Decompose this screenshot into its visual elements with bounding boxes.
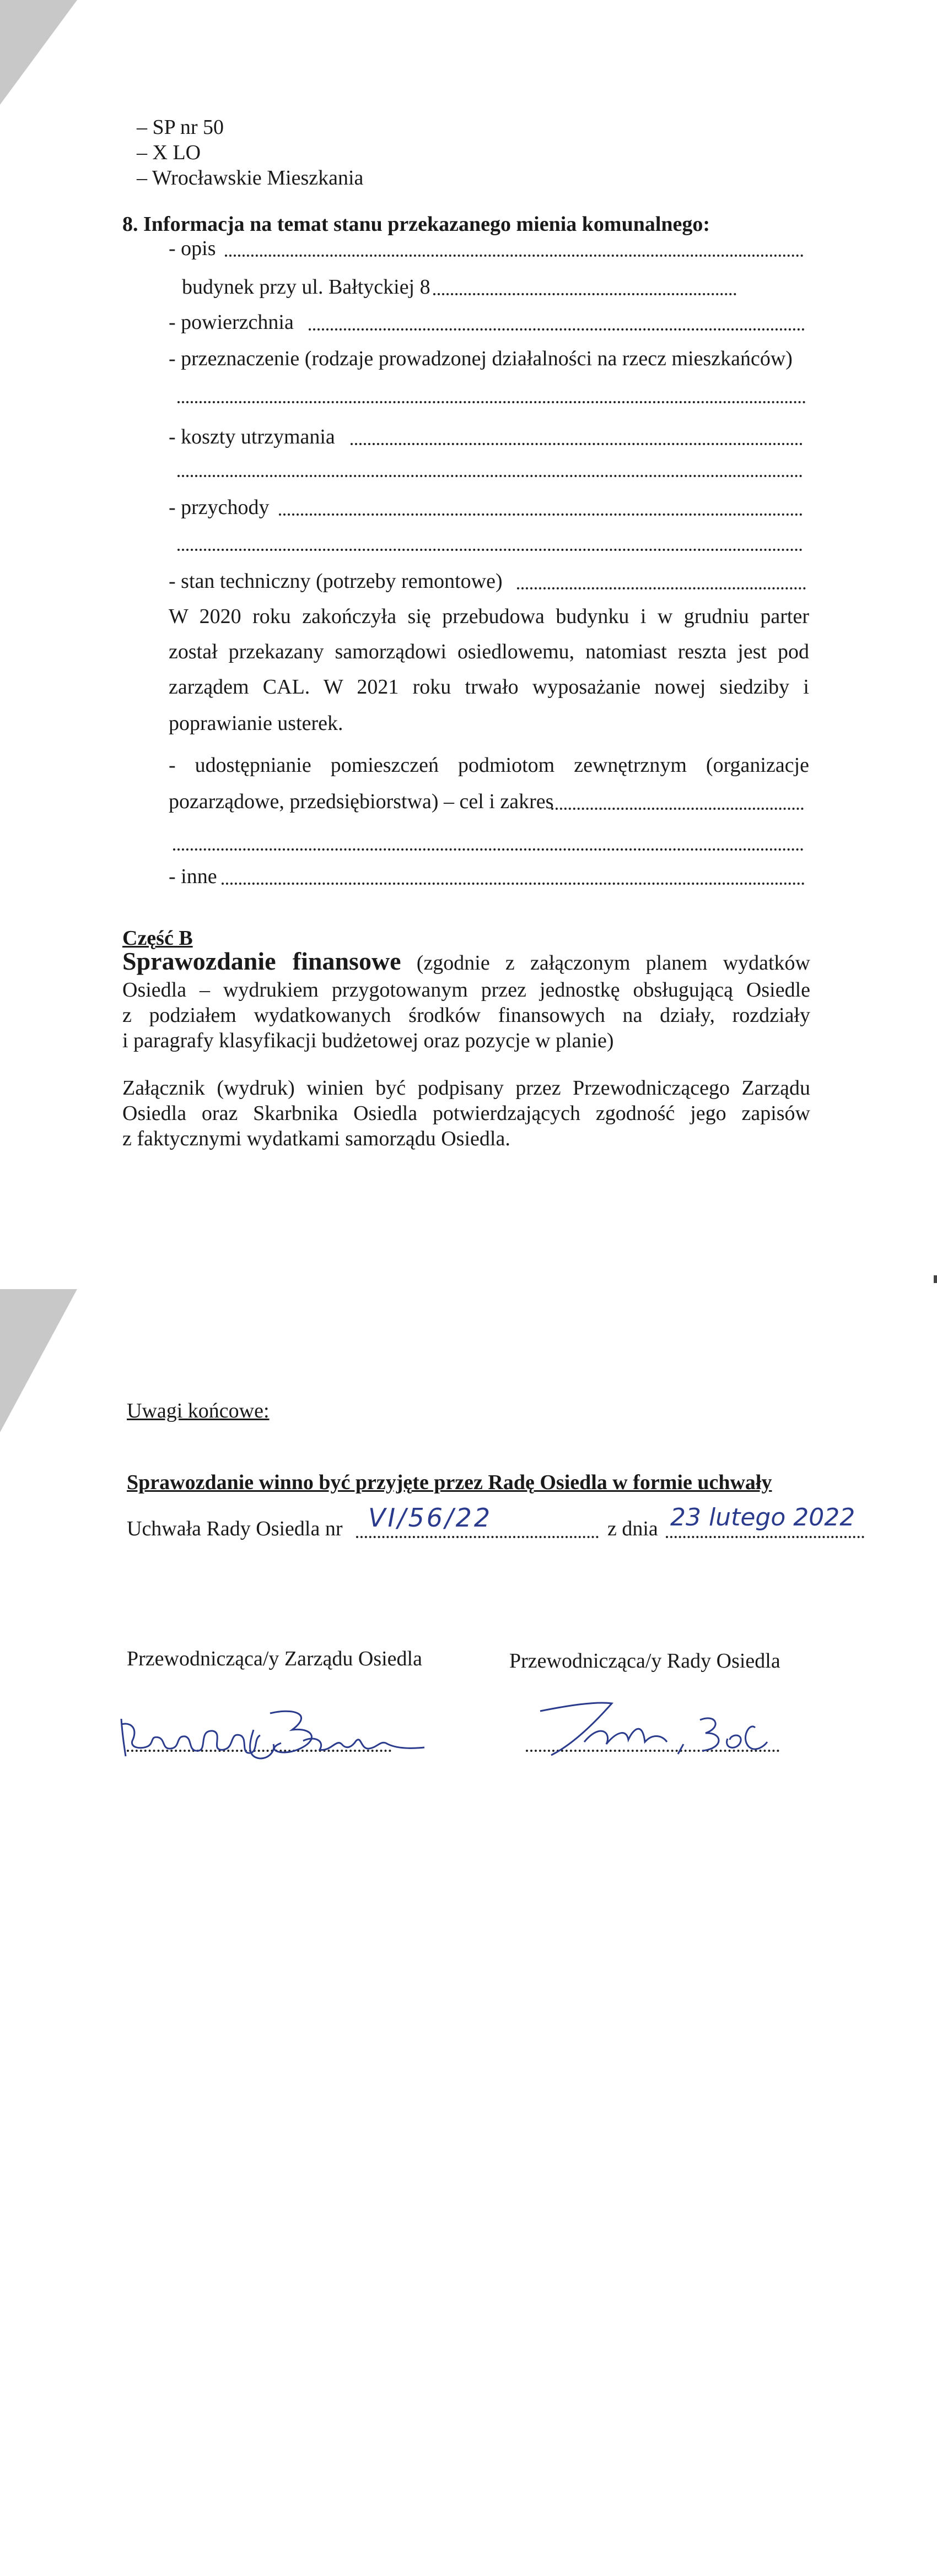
list-item-xlo: – X LO xyxy=(137,141,201,164)
part-b-title: Sprawozdanie finansowe xyxy=(122,947,401,975)
page-1 xyxy=(0,0,937,1284)
powierzchnia-label: - powierzchnia xyxy=(169,311,294,334)
opis-value-dotted-line xyxy=(433,293,736,295)
przeznaczenie-label: - przeznaczenie (rodzaje prowadzonej działalności na rzecz mieszkańców) xyxy=(169,347,793,370)
stan-text-line-4: poprawianie usterek. xyxy=(169,712,343,735)
approval-note: Sprawozdanie winno być przyjęte przez Radę Osiedla w formie uchwały xyxy=(127,1471,772,1494)
inne-dotted-line xyxy=(222,883,805,885)
koszty-dotted-line-1 xyxy=(351,443,803,445)
stan-text-line-3: zarządem CAL. W 2021 roku trwało wyposażanie nowej siedziby i xyxy=(169,675,809,699)
udostepnianie-line-1: - udostępnianie pomieszczeń podmiotom zewnętrznym (organizacje xyxy=(169,754,809,777)
page-edge-mark xyxy=(934,1275,937,1283)
list-item-sp50: – SP nr 50 xyxy=(137,116,224,139)
przychody-dotted-line-1 xyxy=(279,513,803,516)
stan-label: - stan techniczny (potrzeby remontowe) xyxy=(169,570,503,593)
date-dotted-line xyxy=(666,1536,864,1538)
inne-label: - inne xyxy=(169,865,217,888)
date-value: 23 lutego 2022 xyxy=(670,1503,855,1531)
opis-label: - opis xyxy=(169,237,216,260)
part-b-line-1: Osiedla – wydrukiem przygotowanym przez jednostkę obsługującą Osiedle xyxy=(122,978,810,1002)
date-label: z dnia xyxy=(607,1517,658,1540)
przychody-label: - przychody xyxy=(169,496,270,519)
resolution-number: VI/56/22 xyxy=(368,1503,493,1533)
council-signature-image xyxy=(518,1689,794,1766)
section-8-heading: 8. Informacja na temat stanu przekazanego mienia komunalnego: xyxy=(122,213,710,236)
board-signature-image xyxy=(116,1697,435,1768)
opis-value: budynek przy ul. Bałtyckiej 8 xyxy=(182,275,430,299)
list-item-wroclawskie: – Wrocławskie Mieszkania xyxy=(137,166,364,190)
scan-shadow-corner-2 xyxy=(0,1289,77,1432)
part-b-heading: Część B xyxy=(122,927,193,950)
scan-shadow-corner xyxy=(0,0,77,105)
stan-dotted-line xyxy=(517,587,806,589)
udostepnianie-line-2: pozarządowe, przedsiębiorstwa) – cel i zakres xyxy=(169,790,554,813)
resolution-label: Uchwała Rady Osiedla nr xyxy=(127,1517,343,1540)
opis-dotted-line xyxy=(225,255,804,257)
part-b-line-2: z podziałem wydatkowanych środków finansowych na działy, rozdziały xyxy=(122,1004,810,1027)
part-b-title-rest: (zgodnie z załączonym planem wydatków xyxy=(401,951,810,975)
resolution-dotted-line xyxy=(356,1536,599,1538)
stan-text-line-2: został przekazany samorządowi osiedlowemu, natomiast reszta jest pod xyxy=(169,640,809,663)
attachment-line-1: Załącznik (wydruk) winien być podpisany przez Przewodniczącego Zarządu xyxy=(122,1076,810,1100)
page-2 xyxy=(0,1289,937,2576)
board-chair-label: Przewodnicząca/y Zarządu Osiedla xyxy=(127,1647,422,1670)
council-chair-label: Przewodnicząca/y Rady Osiedla xyxy=(509,1649,780,1673)
udostepnianie-dotted-line-1 xyxy=(551,808,804,810)
przychody-dotted-line-2 xyxy=(177,549,803,551)
part-b-title-line xyxy=(122,949,810,976)
przeznaczenie-dotted-line xyxy=(177,401,806,403)
part-b-line-3: i paragrafy klasyfikacji budżetowej oraz pozycje w planie) xyxy=(122,1029,614,1052)
attachment-line-2: Osiedla oraz Skarbnika Osiedla potwierdzających zgodność jego zapisów xyxy=(122,1102,810,1125)
attachment-line-3: z faktycznymi wydatkami samorządu Osiedla. xyxy=(122,1127,510,1150)
uwagi-koncowe: Uwagi końcowe: xyxy=(127,1399,270,1422)
udostepnianie-dotted-line-2 xyxy=(173,848,804,851)
koszty-dotted-line-2 xyxy=(177,475,803,477)
stan-text-line-1: W 2020 roku zakończyła się przebudowa budynku i w grudniu parter xyxy=(169,605,809,628)
powierzchnia-dotted-line xyxy=(309,328,805,331)
koszty-label: - koszty utrzymania xyxy=(169,425,335,448)
